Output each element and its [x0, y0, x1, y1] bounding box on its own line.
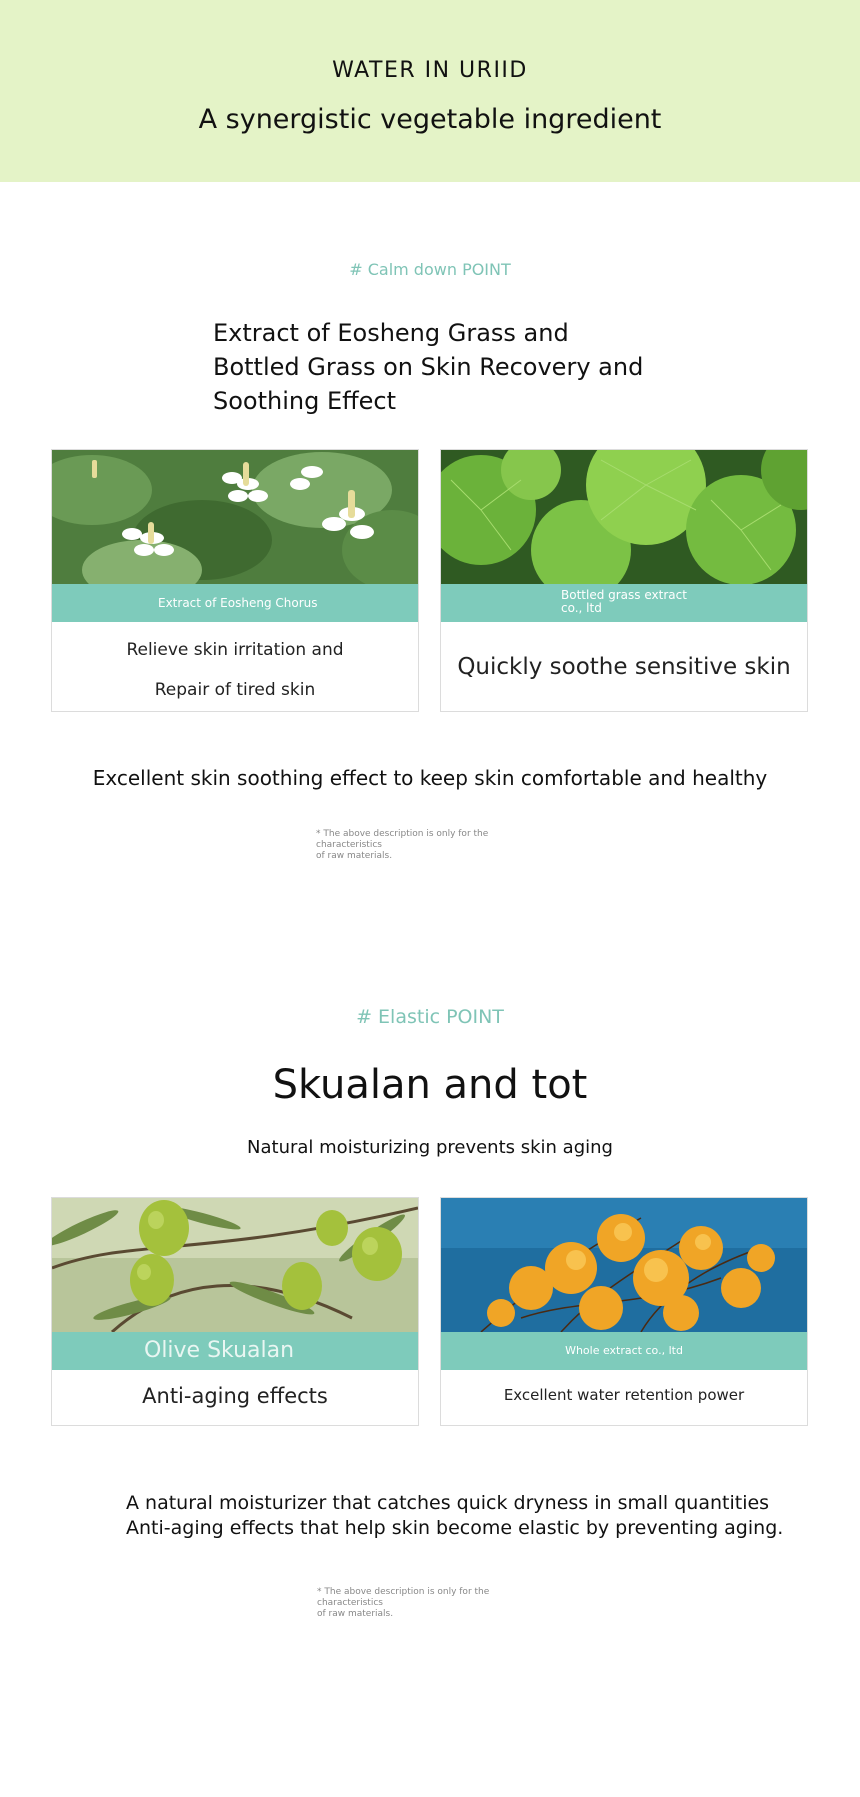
- disclaimer-note: [316, 829, 556, 862]
- section1-summary: Excellent skin soothing effect to keep skin comfortable and healthy: [92, 766, 768, 790]
- hero-banner: [0, 0, 860, 182]
- disclaimer-line: of raw materials.: [316, 851, 393, 861]
- ingredient-label: Olive Skualan: [144, 1338, 295, 1363]
- section1-title: Extract of Eosheng Grass and Bottled Grass on Skin Recovery and Soothing Effect: [213, 319, 644, 415]
- card-caption-line: Repair of tired skin: [154, 680, 316, 700]
- disclaimer-note: [317, 1587, 557, 1620]
- section1-tag: # Calm down POINT: [349, 260, 511, 279]
- ingredient-label-line: co., ltd: [561, 601, 602, 615]
- ingredient-label: [561, 589, 687, 615]
- section2-subtitle: Natural moisturizing prevents skin aging: [247, 1137, 613, 1158]
- ingredient-card-eosheng: [51, 449, 419, 712]
- ingredient-label-band: [441, 584, 807, 622]
- ingredient-card-bottled-grass: [440, 449, 808, 712]
- card-caption: Excellent water retention power: [503, 1386, 745, 1404]
- ingredient-card-seaweed: [440, 1197, 808, 1426]
- ingredient-label: Extract of Eosheng Chorus: [158, 596, 318, 610]
- summary-line: Anti-aging effects that help skin become elastic by preventing aging.: [126, 1517, 784, 1539]
- card-caption: Anti-aging effects: [142, 1384, 328, 1408]
- summary-line: A natural moisturizer that catches quick dryness in small quantities: [126, 1492, 770, 1514]
- orange-seaweed-photo: [441, 1198, 807, 1332]
- disclaimer-line: * The above description is only for the characteristics: [317, 1587, 490, 1608]
- ingredient-label-band: [441, 1332, 807, 1370]
- card-caption-line: Relieve skin irritation and: [126, 640, 344, 660]
- ingredient-label-line: Bottled grass extract: [561, 588, 687, 602]
- ingredient-label: Whole extract co., ltd: [565, 1344, 683, 1357]
- ingredient-label-band: [52, 1332, 418, 1370]
- hero-subtitle: A synergistic vegetable ingredient: [198, 104, 662, 135]
- card-caption: Quickly soothe sensitive skin: [457, 654, 791, 680]
- section2-tag: # Elastic POINT: [356, 1006, 504, 1028]
- section2-title: Skualan and tot: [272, 1062, 588, 1108]
- disclaimer-line: of raw materials.: [317, 1609, 394, 1619]
- ingredient-card-olive: [51, 1197, 419, 1426]
- section2-summary: [126, 1491, 783, 1541]
- disclaimer-line: * The above description is only for the characteristics: [316, 829, 489, 850]
- round-green-leaves-photo: [441, 450, 807, 584]
- brand-name: WATER IN URIID: [332, 58, 528, 83]
- white-flower-plant-photo: [52, 450, 418, 584]
- olive-branch-photo: [52, 1198, 418, 1332]
- ingredient-label-band: [52, 584, 418, 622]
